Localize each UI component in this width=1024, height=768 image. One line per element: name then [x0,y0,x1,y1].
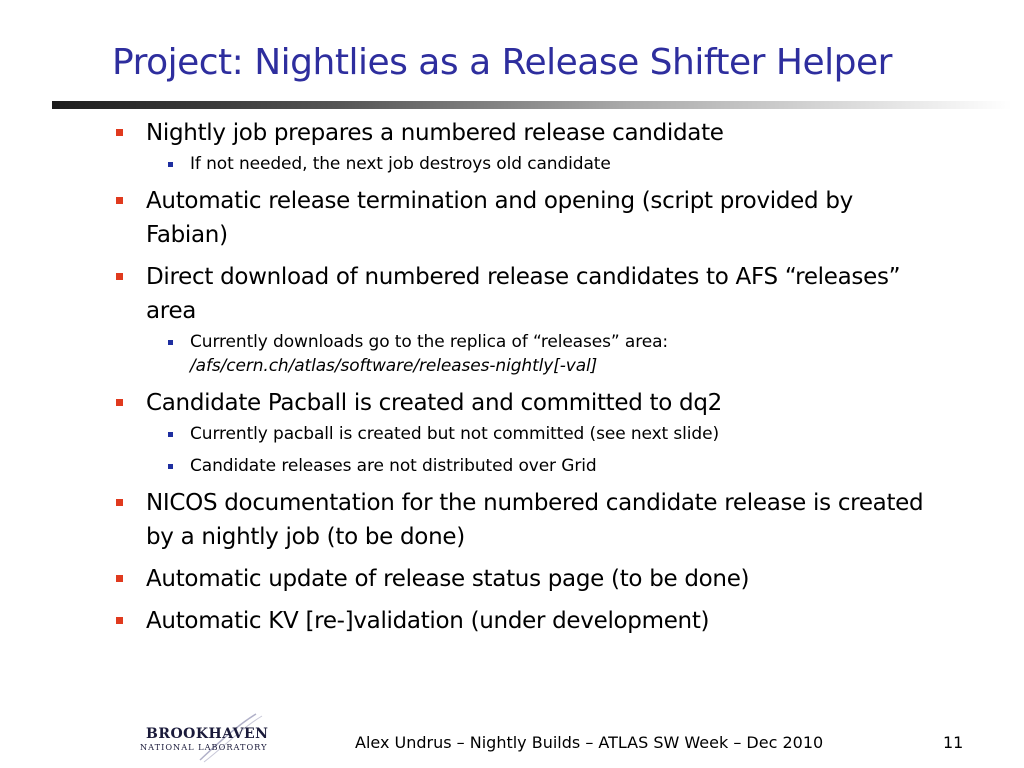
sub-bullet-list [146,422,936,478]
sub-bullet-text: If not needed, the next job destroys old candidate [190,154,611,174]
square-bullet-icon [116,499,123,506]
sub-bullet-text: Candidate releases are not distributed over Grid [190,456,597,476]
square-bullet-icon [116,399,123,406]
sub-bullet-text: Currently pacball is created but not committed (see next slide) [190,424,720,444]
sub-bullet-text: Currently downloads go to the replica of “releases” area: [190,332,669,352]
sub-bullet-item [190,152,930,176]
bullet-item [146,604,936,638]
sub-bullet-list [146,152,936,176]
logo-line2: NATIONAL LABORATORY [140,742,268,752]
bullet-item [146,116,936,176]
square-bullet-icon [168,464,173,469]
bullet-text: Automatic KV [re-]validation (under development) [146,608,710,634]
bullet-item [146,562,936,596]
square-bullet-icon [116,575,123,582]
sub-bullet-item [190,422,930,446]
footer-text: Alex Undrus – Nightly Builds – ATLAS SW Week – Dec 2010 [355,733,824,752]
square-bullet-icon [168,432,173,437]
bullet-item [146,184,936,252]
brookhaven-logo [138,712,288,764]
bullet-text: Nightly job prepares a numbered release candidate [146,120,724,146]
sub-bullet-item [190,454,930,478]
square-bullet-icon [116,617,123,624]
sub-bullet-list [146,330,936,378]
bullet-item [146,486,936,554]
square-bullet-icon [116,197,123,204]
bullet-item [146,260,936,378]
bullet-text: Direct download of numbered release candidates to AFS “releases” area [146,264,901,324]
bullet-list [0,116,1024,646]
square-bullet-icon [168,162,173,167]
square-bullet-icon [116,129,123,136]
bullet-text: NICOS documentation for the numbered candidate release is created by a nightly job (to be done) [146,490,924,550]
bullet-text: Candidate Pacball is created and committed to dq2 [146,390,722,416]
afs-path-text: /afs/cern.ch/atlas/software/releases-nightly[-val] [190,356,598,376]
slide-title: Project: Nightlies as a Release Shifter Helper [112,42,892,83]
square-bullet-icon [116,273,123,280]
logo-line1: BROOKHAVEN [146,726,269,742]
bullet-item [146,386,936,478]
square-bullet-icon [168,340,173,345]
title-underline-rule [52,101,1012,109]
sub-bullet-item [190,330,930,378]
page-number: 11 [943,733,964,752]
bullet-text: Automatic update of release status page (to be done) [146,566,750,592]
bullet-text: Automatic release termination and opening (script provided by Fabian) [146,188,853,248]
